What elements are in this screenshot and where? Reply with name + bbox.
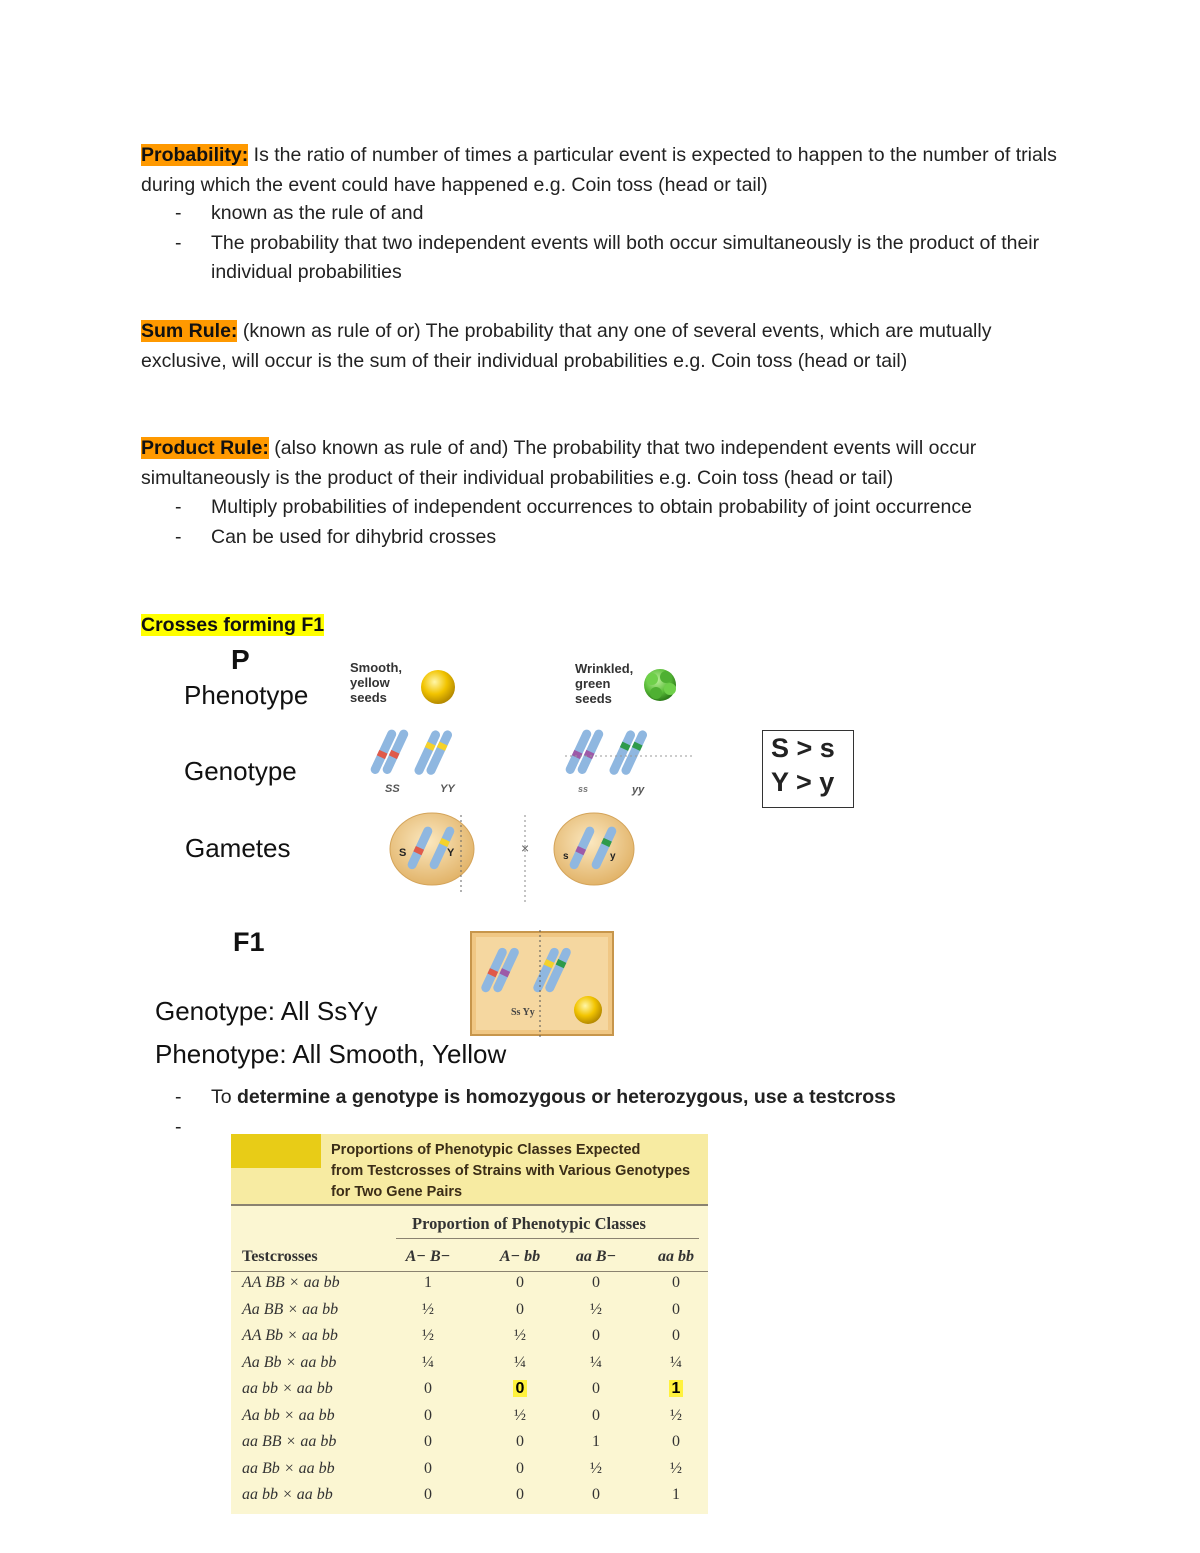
key-line: Y > y (771, 767, 835, 797)
p-generation-label: P (231, 644, 250, 675)
table-cell (566, 1460, 626, 1478)
probability-bullets (175, 199, 1075, 288)
cell-value: 1 (669, 1380, 684, 1397)
table-cell (646, 1354, 706, 1372)
table-cell (566, 1327, 626, 1345)
table-rule (231, 1204, 708, 1206)
f1-chromosome-label: Ss Yy (511, 1007, 535, 1018)
table-cell (646, 1274, 706, 1292)
cell-value: 0 (516, 1300, 524, 1318)
table-row-testcross (242, 1301, 338, 1319)
table-row-testcross (242, 1354, 336, 1372)
cell-value: 0 (592, 1380, 600, 1397)
cell-value: ½ (422, 1327, 434, 1344)
table-header (231, 1134, 708, 1204)
table-title-line: for Two Gene Pairs (331, 1184, 463, 1200)
phenotype-label: Phenotype (184, 680, 309, 710)
cell-value: 0 (516, 1459, 524, 1477)
sum-rule-term: Sum Rule: (141, 320, 238, 342)
column-header-Abb: A− bb (499, 1248, 541, 1265)
table-row-testcross (242, 1460, 335, 1478)
cell-value: aa bb × aa bb (242, 1380, 333, 1397)
key-line: S > s (771, 733, 835, 763)
table-cell (490, 1274, 550, 1292)
table-cell (646, 1486, 706, 1504)
cell-value: 0 (516, 1486, 524, 1503)
cell-value: ¼ (422, 1353, 434, 1371)
table-cell (490, 1327, 550, 1345)
cell-value: 0 (513, 1380, 528, 1397)
cell-value: 0 (516, 1274, 524, 1291)
f1-phenotype: Phenotype: All Smooth, Yellow (155, 1039, 507, 1069)
gamete2-y-label: y (610, 851, 616, 862)
cell-value: 0 (424, 1406, 432, 1424)
f1-offspring-box (471, 930, 613, 1037)
cross-symbol: × (521, 840, 530, 856)
cell-value: 0 (592, 1406, 600, 1424)
testcross-bullets: - To determine a genotype is homozygous or heterozygous, use a testcross - (175, 1083, 1075, 1113)
testcross-table (231, 1134, 708, 1514)
cell-value: Aa Bb × aa bb (242, 1353, 337, 1371)
list-item: - known as the rule of and (175, 202, 424, 224)
table-title-line: Proportions of Phenotypic Classes Expected (331, 1142, 641, 1158)
product-rule-definition: (also known as rule of and) The probability that two independent events will occur simultaneously is the product of their individual probabilities e.g. Coin toss (head or tail) (141, 437, 977, 489)
cell-value: aa Bb × aa bb (242, 1459, 335, 1477)
parent2-chromosomes (564, 728, 648, 776)
table-cell (398, 1407, 458, 1425)
list-item: - The probability that two independent events will both occur simultaneously is the product of their individual probabilities (175, 231, 1040, 283)
testcross-bold-text: determine a genotype is homozygous or heterozygous, use a testcross (237, 1086, 896, 1108)
parent1-desc-line: seeds (350, 690, 387, 705)
table-cell (490, 1380, 550, 1398)
gamete1-y-label: Y (447, 847, 455, 859)
probability-paragraph (141, 141, 1066, 200)
crosses-heading-text: Crosses forming F1 (141, 614, 325, 636)
cell-value: ¼ (514, 1353, 526, 1371)
table-cell (646, 1407, 706, 1425)
cell-value: 1 (672, 1486, 680, 1503)
column-header-aaB: aa B− (575, 1248, 617, 1265)
cell-value: AA BB × aa bb (242, 1274, 340, 1291)
cell-value: ½ (422, 1300, 434, 1318)
table-cell (398, 1380, 458, 1398)
cell-value: ½ (590, 1459, 602, 1477)
cell-value: 0 (424, 1486, 432, 1503)
cell-value: 1 (592, 1433, 600, 1450)
table-cell (566, 1433, 626, 1451)
cell-value: ¼ (590, 1353, 602, 1371)
table-cell (490, 1407, 550, 1425)
table-cell (490, 1486, 550, 1504)
list-item: - To determine a genotype is homozygous or heterozygous, use a testcross (175, 1086, 896, 1108)
genotype-label: Genotype (184, 756, 297, 786)
sum-rule-paragraph (141, 317, 1066, 376)
table-cell (646, 1301, 706, 1319)
cell-value: ½ (514, 1406, 526, 1424)
table-title (331, 1140, 701, 1203)
cell-value: 0 (592, 1486, 600, 1503)
f1-label: F1 (233, 927, 265, 957)
table-cell (566, 1354, 626, 1372)
table-cell (398, 1486, 458, 1504)
parent1-chromosomes (369, 728, 453, 776)
table-cell (566, 1486, 626, 1504)
table-cell (566, 1380, 626, 1398)
table-row-testcross (242, 1433, 336, 1451)
product-rule-paragraph (141, 434, 1066, 493)
cell-value: 0 (592, 1274, 600, 1291)
crosses-heading (141, 611, 1066, 641)
table-cell (566, 1274, 626, 1292)
yellow-seed-icon (421, 670, 455, 704)
table-header-tab (231, 1134, 321, 1168)
bullet-text: Can be used for dihybrid crosses (211, 525, 497, 548)
bullet-text: Multiply probabilities of independent occurrences to obtain probability of joint occurrence (211, 496, 972, 518)
table-cell (398, 1301, 458, 1319)
gamete2-cell (554, 813, 634, 885)
parent2-gene-yy-label: yy (632, 784, 645, 796)
list-item: - Multiply probabilities of independent occurrences to obtain probability of joint occurrence (175, 496, 972, 518)
parent1-gene-yy-label: YY (440, 783, 455, 795)
green-wrinkled-seed-icon (644, 669, 676, 701)
parent2-desc-line: green (575, 676, 611, 691)
cell-value: ½ (670, 1406, 682, 1424)
table-cell (490, 1433, 550, 1451)
cell-value: 0 (424, 1459, 432, 1477)
cell-value: ¼ (670, 1353, 682, 1371)
cell-value: 0 (672, 1274, 680, 1291)
cell-value: Aa bb × aa bb (242, 1406, 335, 1424)
table-cell (490, 1460, 550, 1478)
cell-value: 0 (516, 1433, 524, 1450)
sum-rule-definition: (known as rule of or) The probability that any one of several events, which are mutually exclusive, will occur is the sum of their individual probabilities e.g. Coin toss (head or tail) (141, 320, 992, 372)
table-cell (490, 1301, 550, 1319)
column-header-testcrosses: Testcrosses (242, 1248, 318, 1265)
table-title-line: from Testcrosses of Strains with Various Genotypes (331, 1163, 691, 1179)
table-cell (398, 1433, 458, 1451)
cell-value: aa bb × aa bb (242, 1486, 333, 1503)
parent2-gene-ss-label: ss (578, 784, 589, 794)
table-cell (646, 1433, 706, 1451)
cell-value: 0 (424, 1380, 432, 1397)
testcross-prefix: To (211, 1086, 238, 1108)
bullet-text: known as the rule of and (211, 202, 424, 224)
gamete1-s-label: S (399, 847, 407, 859)
dominance-key-box (762, 730, 854, 808)
parent1-desc-line: yellow (350, 675, 390, 690)
table-row-testcross (242, 1380, 333, 1398)
bullet-text: The probability that two independent events will both occur simultaneously is the product of their individual probabilities (211, 231, 1040, 283)
cell-value: 0 (592, 1327, 600, 1344)
cell-value: AA Bb × aa bb (242, 1327, 338, 1344)
cell-value: 0 (672, 1300, 680, 1318)
table-cell (566, 1407, 626, 1425)
table-row-testcross (242, 1274, 340, 1292)
table-cell (398, 1460, 458, 1478)
column-header-aabb: aa bb (658, 1248, 694, 1265)
table-cell (398, 1354, 458, 1372)
f1-genotype: Genotype: All SsYy (155, 996, 378, 1026)
cell-value: 0 (672, 1327, 680, 1344)
table-row-testcross (242, 1407, 335, 1425)
table-cell (398, 1274, 458, 1292)
table-cell (398, 1327, 458, 1345)
table-row-testcross (242, 1486, 333, 1504)
parent2-desc-line: Wrinkled, (575, 661, 634, 676)
group-header: Proportion of Phenotypic Classes (412, 1214, 646, 1233)
probability-definition: Is the ratio of number of times a particular event is expected to happen to the number of trials during which the event could have happened e.g. Coin toss (head or tail) (141, 144, 1057, 196)
probability-term: Probability: (141, 144, 249, 166)
cell-value: 0 (424, 1433, 432, 1450)
table-rule (231, 1271, 708, 1272)
cell-value: 0 (672, 1433, 680, 1450)
parent1-desc-line: Smooth, (350, 660, 402, 675)
cell-value: ½ (514, 1327, 526, 1344)
table-cell (490, 1354, 550, 1372)
table-cell (566, 1301, 626, 1319)
list-item: - Can be used for dihybrid crosses (175, 525, 497, 548)
table-cell (646, 1460, 706, 1478)
cell-value: aa BB × aa bb (242, 1433, 337, 1450)
cell-value: ½ (590, 1300, 602, 1318)
cross-figure (360, 655, 720, 1045)
table-row-testcross (242, 1327, 338, 1345)
parent1-gene-ss-label: SS (385, 783, 400, 795)
gamete2-s-label: s (563, 851, 569, 862)
column-header-AB: A− B− (405, 1248, 451, 1265)
gametes-label: Gametes (185, 833, 291, 863)
parent2-desc-line: seeds (575, 691, 612, 706)
cell-value: Aa BB × aa bb (242, 1300, 339, 1318)
product-rule-term: Product Rule: (141, 437, 269, 459)
group-header-rule (396, 1238, 699, 1239)
product-rule-bullets (175, 493, 1075, 552)
cell-value: 1 (424, 1274, 432, 1291)
cell-value: ½ (670, 1459, 682, 1477)
table-cell (646, 1327, 706, 1345)
table-cell (646, 1380, 706, 1398)
